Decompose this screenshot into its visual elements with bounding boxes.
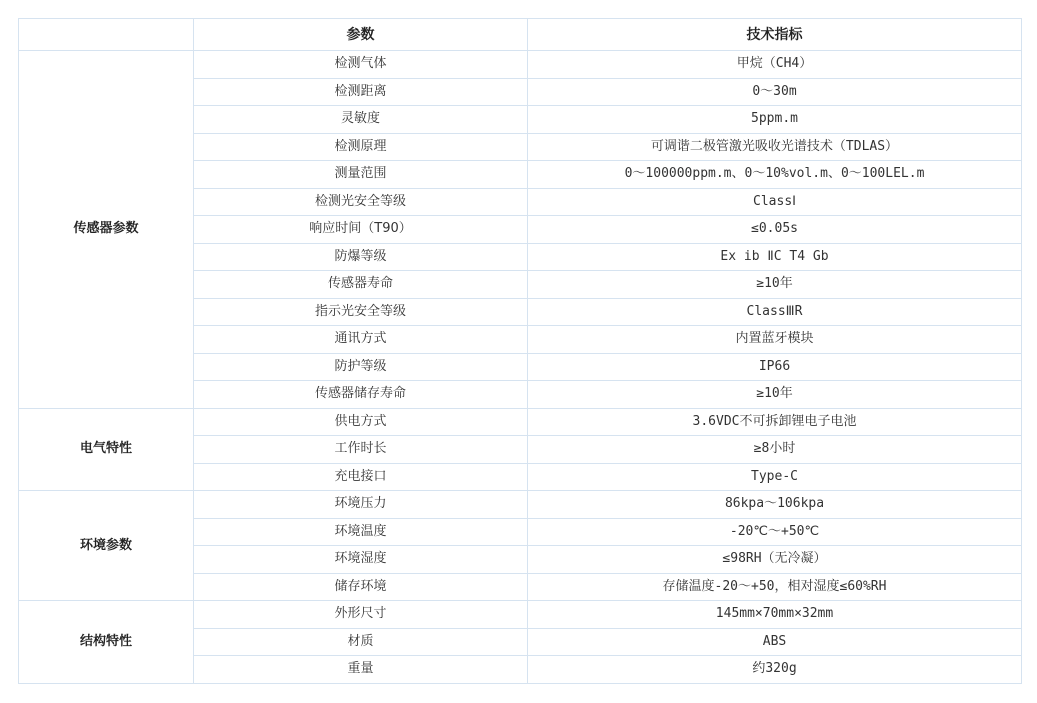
value-cell: 存储温度-20～+50，相对湿度≤60%RH xyxy=(528,573,1022,601)
table-row xyxy=(19,51,1022,79)
param-cell: 检测距离 xyxy=(194,78,528,106)
value-cell: ≤0.05s xyxy=(528,216,1022,244)
value-cell: ClassⅠ xyxy=(528,188,1022,216)
param-header: 参数 xyxy=(194,19,528,51)
category-header xyxy=(19,19,194,51)
value-cell: 约320g xyxy=(528,656,1022,684)
value-cell: 甲烷（CH4） xyxy=(528,51,1022,79)
value-cell: ≥10年 xyxy=(528,271,1022,299)
param-cell: 材质 xyxy=(194,628,528,656)
value-cell: ≤98RH（无冷凝） xyxy=(528,546,1022,574)
param-cell: 环境温度 xyxy=(194,518,528,546)
param-cell: 防爆等级 xyxy=(194,243,528,271)
param-cell: 工作时长 xyxy=(194,436,528,464)
param-cell: 环境湿度 xyxy=(194,546,528,574)
category-structure: 结构特性 xyxy=(19,601,194,684)
value-cell: ≥8小时 xyxy=(528,436,1022,464)
value-cell: 内置蓝牙模块 xyxy=(528,326,1022,354)
category-sensor: 传感器参数 xyxy=(19,51,194,409)
value-cell: 86kpa～106kpa xyxy=(528,491,1022,519)
value-cell: 5ppm.m xyxy=(528,106,1022,134)
param-cell: 通讯方式 xyxy=(194,326,528,354)
value-cell: 0～100000ppm.m、0～10%vol.m、0～100LEL.m xyxy=(528,161,1022,189)
value-cell: ClassⅢR xyxy=(528,298,1022,326)
value-cell: -20℃～+50℃ xyxy=(528,518,1022,546)
param-cell: 检测原理 xyxy=(194,133,528,161)
param-cell: 储存环境 xyxy=(194,573,528,601)
param-cell: 环境压力 xyxy=(194,491,528,519)
param-cell: 外形尺寸 xyxy=(194,601,528,629)
value-cell: 可调谐二极管激光吸收光谱技术（TDLAS） xyxy=(528,133,1022,161)
param-cell: 指示光安全等级 xyxy=(194,298,528,326)
value-cell: Ex ib ⅡC T4 Gb xyxy=(528,243,1022,271)
value-cell: 3.6VDC不可拆卸锂电子电池 xyxy=(528,408,1022,436)
param-cell: 充电接口 xyxy=(194,463,528,491)
param-cell: 传感器寿命 xyxy=(194,271,528,299)
param-cell: 检测气体 xyxy=(194,51,528,79)
param-cell: 灵敏度 xyxy=(194,106,528,134)
table-row xyxy=(19,601,1022,629)
value-cell: ABS xyxy=(528,628,1022,656)
value-cell: Type-C xyxy=(528,463,1022,491)
value-cell: ≥10年 xyxy=(528,381,1022,409)
category-electrical: 电气特性 xyxy=(19,408,194,491)
value-cell: 0～30m xyxy=(528,78,1022,106)
param-cell: 供电方式 xyxy=(194,408,528,436)
param-cell: 传感器储存寿命 xyxy=(194,381,528,409)
param-cell: 测量范围 xyxy=(194,161,528,189)
table-row xyxy=(19,491,1022,519)
value-cell: IP66 xyxy=(528,353,1022,381)
spec-table xyxy=(18,18,1022,684)
table-header-row xyxy=(19,19,1022,51)
param-cell: 防护等级 xyxy=(194,353,528,381)
table-row xyxy=(19,408,1022,436)
param-cell: 重量 xyxy=(194,656,528,684)
param-cell: 检测光安全等级 xyxy=(194,188,528,216)
category-environment: 环境参数 xyxy=(19,491,194,601)
spec-header: 技术指标 xyxy=(528,19,1022,51)
value-cell: 145mm×70mm×32mm xyxy=(528,601,1022,629)
param-cell: 响应时间（T90） xyxy=(194,216,528,244)
